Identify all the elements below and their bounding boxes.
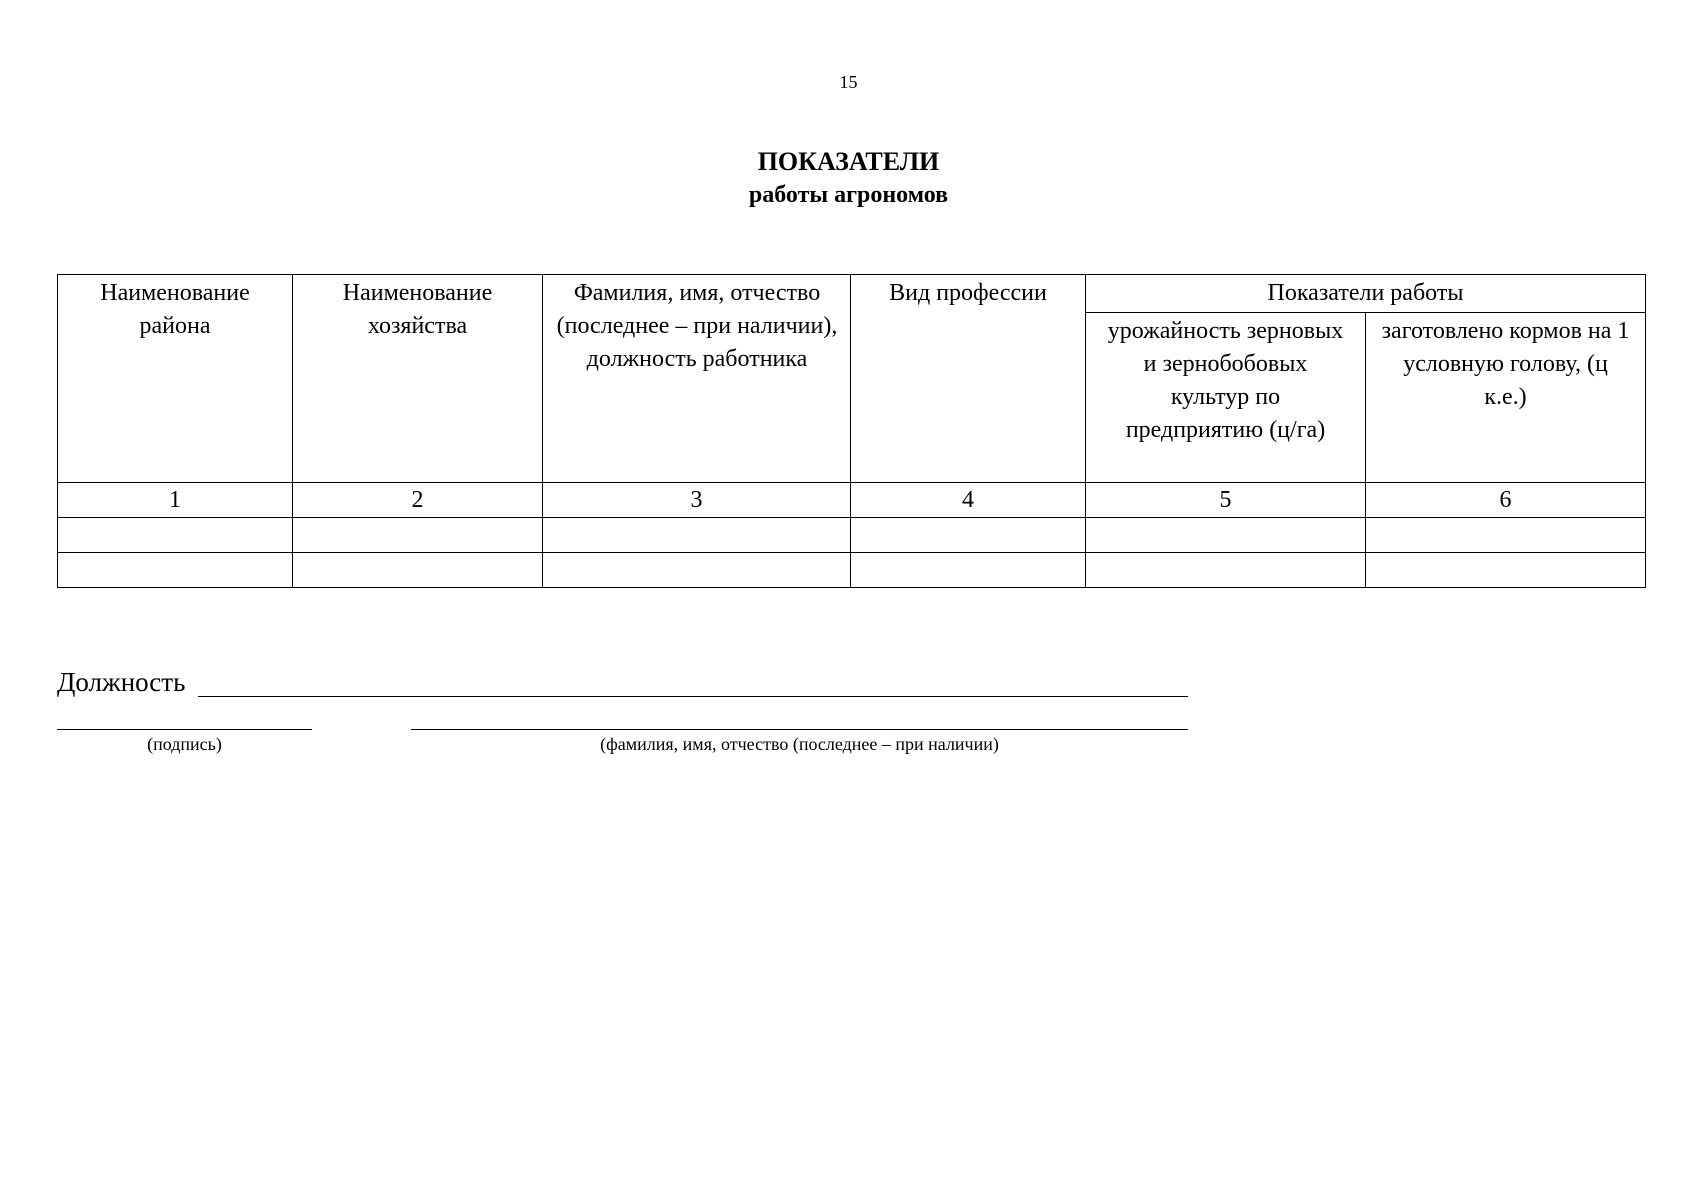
- table-cell[interactable]: [851, 553, 1086, 588]
- table-cell[interactable]: [1366, 518, 1646, 553]
- table-cell[interactable]: [58, 518, 293, 553]
- header-employee-text: Фамилия, имя, отчество (последнее – при наличии), должность работника: [556, 280, 838, 372]
- signature-line[interactable]: [57, 729, 312, 730]
- header-district-text: Наименование района: [100, 280, 250, 339]
- header-indicators-group-text: Показатели работы: [1267, 280, 1464, 306]
- table-row: [58, 518, 1646, 553]
- page-title: ПОКАЗАТЕЛИ: [757, 147, 940, 176]
- column-number: 3: [543, 483, 851, 518]
- column-number: 2: [293, 483, 543, 518]
- header-farm: [293, 275, 543, 483]
- header-employee: [543, 275, 851, 483]
- table-header-row: [58, 275, 1646, 313]
- table-cell[interactable]: [293, 518, 543, 553]
- header-profession: [851, 275, 1086, 483]
- header-profession-text: Вид профессии: [889, 280, 1047, 306]
- page-subtitle: работы агрономов: [748, 182, 949, 208]
- header-district: [58, 275, 293, 483]
- column-number: 6: [1366, 483, 1646, 518]
- table-cell[interactable]: [1086, 518, 1366, 553]
- table-row: [58, 553, 1646, 588]
- table-cell[interactable]: [1366, 553, 1646, 588]
- header-feed-stock: [1366, 313, 1646, 483]
- column-number: 5: [1086, 483, 1366, 518]
- header-grain-yield: [1086, 313, 1366, 483]
- full-name-line[interactable]: [411, 729, 1188, 730]
- position-label: Должность: [57, 667, 186, 697]
- table-cell[interactable]: [58, 553, 293, 588]
- position-line[interactable]: [198, 696, 1188, 697]
- column-number: 4: [851, 483, 1086, 518]
- header-farm-text: Наименование хозяйства: [342, 280, 493, 339]
- table-cell[interactable]: [851, 518, 1086, 553]
- header-feed-stock-text: заготовлено кормов на 1 условную голову, (ц к.е.): [1381, 318, 1630, 410]
- header-grain-yield-text: урожайность зерновых и зернобобовых культур по предприятию (ц/га): [1107, 318, 1344, 443]
- column-numbers-row: [58, 483, 1646, 518]
- column-number: 1: [58, 483, 293, 518]
- table-cell[interactable]: [1086, 553, 1366, 588]
- table-cell[interactable]: [543, 518, 851, 553]
- indicators-table: [57, 274, 1646, 588]
- page-number: 15: [839, 72, 858, 92]
- header-indicators-group: [1086, 275, 1646, 313]
- table-cell[interactable]: [543, 553, 851, 588]
- table-cell[interactable]: [293, 553, 543, 588]
- full-name-caption: (фамилия, имя, отчество (последнее – при наличии): [600, 734, 999, 754]
- signature-caption: (подпись): [147, 734, 222, 754]
